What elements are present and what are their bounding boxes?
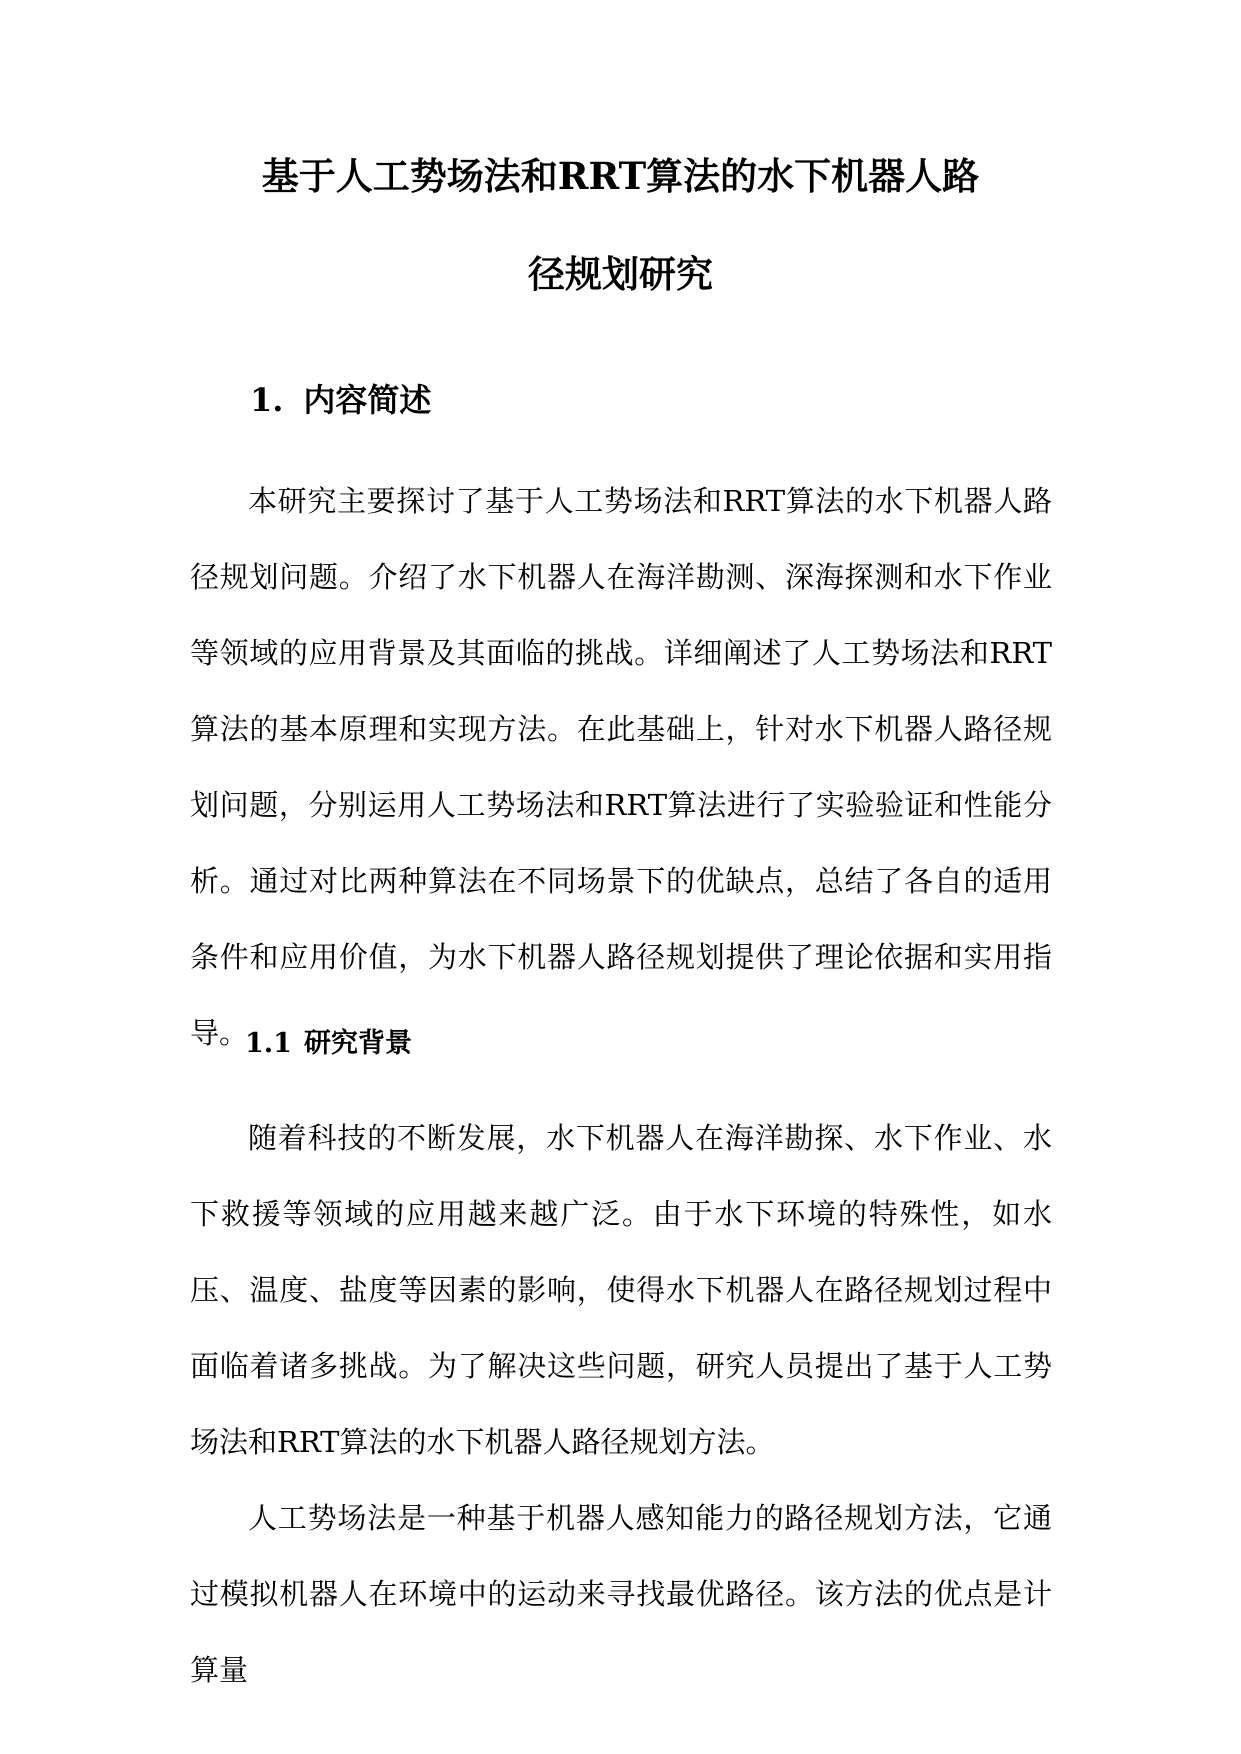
section-1-1-number: 1.1 — [245, 1028, 292, 1059]
title-line-2: 径规划研究 — [528, 252, 713, 296]
section-1-1-heading — [245, 1026, 412, 1062]
section-1-1-paragraph-2: 人工势场法是一种基于机器人感知能力的路径规划方法，它通过模拟机器人在环境中的运动来寻找最优路径。该方法的优点是计算量 — [190, 1501, 1052, 1687]
section-1-number: 1. — [250, 381, 284, 419]
section-1-1-paragraph-1: 随着科技的不断发展，水下机器人在海洋勘探、水下作业、水下救援等领域的应用越来越广泛。由于水下环境的特殊性，如水压、温度、盐度等因素的影响，使得水下机器人在路径规划过程中面临着诸多挑战。为了解决这些问题，研究人员提出了基于人工势场法和RRT算法的水下机器人路径规划方法。 — [190, 1121, 1052, 1459]
section-1-1-title: 研究背景 — [303, 1028, 412, 1059]
section-1-heading — [250, 380, 431, 420]
section-1-paragraph: 本研究主要探讨了基于人工势场法和RRT算法的水下机器人路径规划问题。介绍了水下机器人在海洋勘测、深海探测和水下作业等领域的应用背景及其面临的挑战。详细阐述了人工势场法和RRT算法的基本原理和实现方法。在此基础上，针对水下机器人路径规划问题，分别运用人工势场法和RRT算法进行了实验验证和性能分析。通过对比两种算法在不同场景下的优缺点，总结了各自的适用条件和应用价值，为水下机器人路径规划提供了理论依据和实用指导。 — [190, 484, 1052, 1050]
title-line-1: 基于人工势场法和RRT算法的水下机器人路 — [261, 154, 980, 198]
section-1-title: 内容简述 — [303, 381, 432, 419]
